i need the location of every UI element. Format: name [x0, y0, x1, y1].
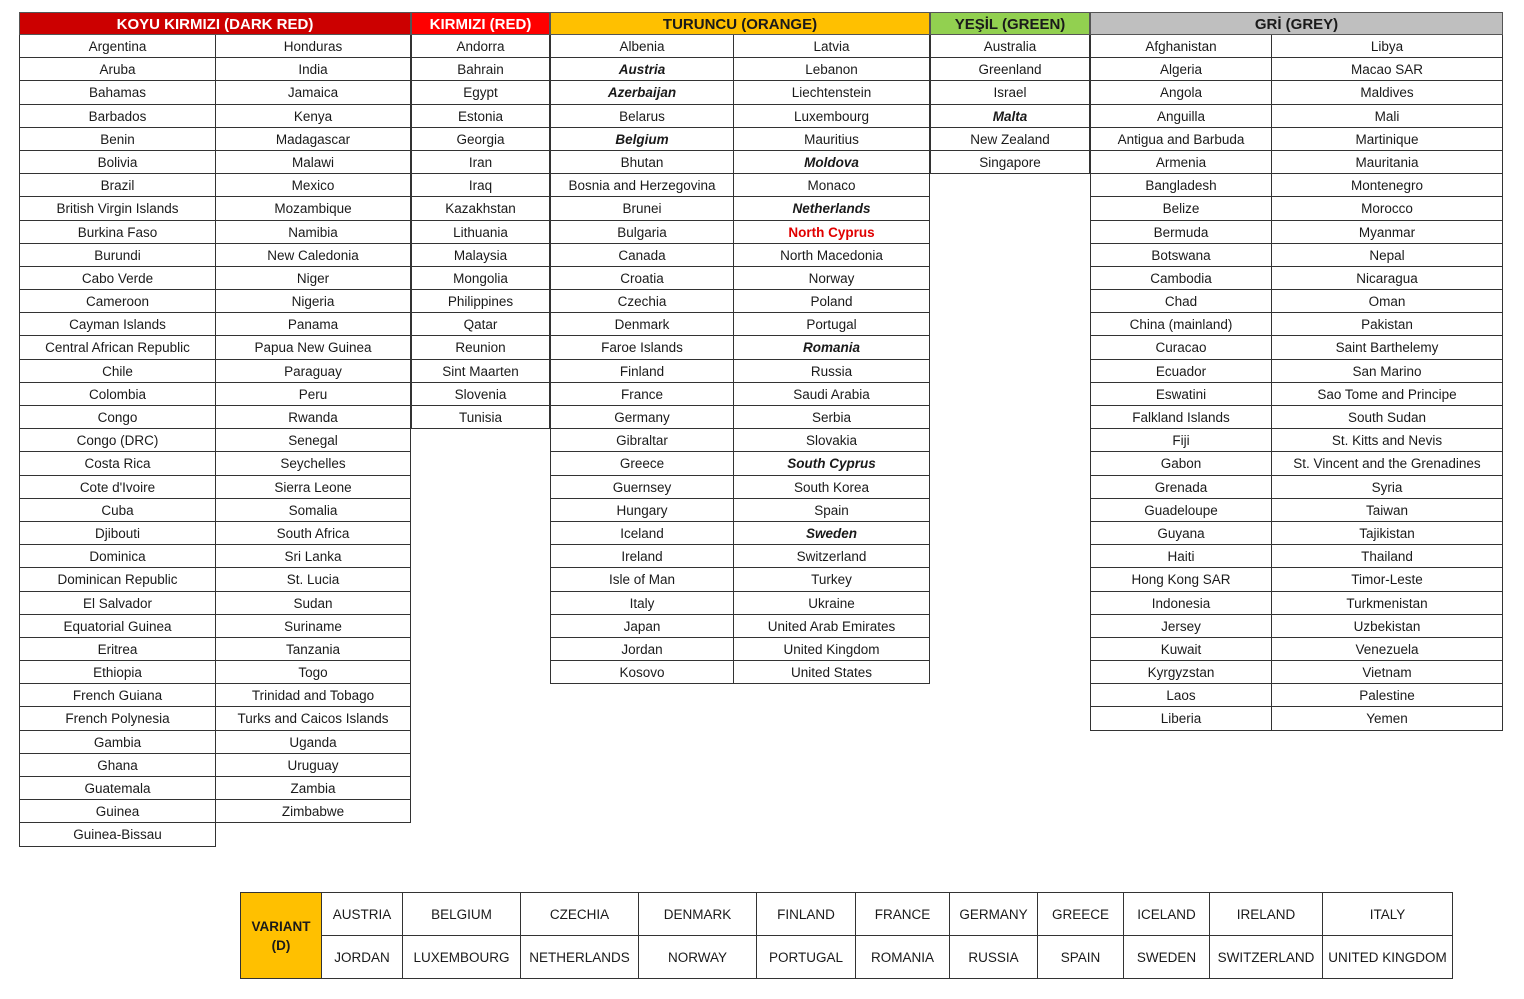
country-cell: Nicaragua: [1272, 267, 1503, 290]
country-cell: Syria: [1272, 476, 1503, 499]
country-cell: China (mainland): [1090, 313, 1272, 336]
country-cell: Papua New Guinea: [216, 336, 411, 359]
variant-label: VARIANT (D): [241, 893, 322, 979]
country-cell: Philippines: [411, 290, 550, 313]
country-cell: Uzbekistan: [1272, 615, 1503, 638]
country-cell: Guyana: [1090, 522, 1272, 545]
group-dark-red: [19, 12, 411, 847]
country-cell: Bolivia: [19, 151, 216, 174]
country-cell: Eritrea: [19, 638, 216, 661]
country-cell: Guinea-Bissau: [19, 823, 216, 846]
country-cell: Ireland: [550, 545, 734, 568]
country-cell: Liberia: [1090, 707, 1272, 730]
variant-country-cell: JORDAN: [322, 936, 403, 979]
country-cell: Belize: [1090, 197, 1272, 220]
country-cell: France: [550, 383, 734, 406]
country-cell: Qatar: [411, 313, 550, 336]
country-cell: Estonia: [411, 105, 550, 128]
country-cell: French Polynesia: [19, 707, 216, 730]
country-cell: Colombia: [19, 383, 216, 406]
country-cell: United States: [734, 661, 930, 684]
country-cell: Germany: [550, 406, 734, 429]
country-cell: Afghanistan: [1090, 35, 1272, 58]
country-cell: Andorra: [411, 35, 550, 58]
country-cell: Congo: [19, 406, 216, 429]
country-cell: Sierra Leone: [216, 476, 411, 499]
country-cell: Jersey: [1090, 615, 1272, 638]
country-cell: Bahamas: [19, 81, 216, 104]
country-cell: Argentina: [19, 35, 216, 58]
country-cell: Pakistan: [1272, 313, 1503, 336]
group-header: TURUNCU (ORANGE): [550, 12, 930, 35]
country-cell: New Zealand: [930, 128, 1090, 151]
group-column: [411, 35, 550, 429]
country-cell: Cabo Verde: [19, 267, 216, 290]
group-columns: [19, 35, 411, 847]
country-cell: Tunisia: [411, 406, 550, 429]
country-cell: Jordan: [550, 638, 734, 661]
country-cell: South Cyprus: [734, 452, 930, 475]
country-cell: Zambia: [216, 777, 411, 800]
variant-country-cell: ROMANIA: [856, 936, 950, 979]
country-cell: Albenia: [550, 35, 734, 58]
country-cell: Eswatini: [1090, 383, 1272, 406]
country-cell: Cuba: [19, 499, 216, 522]
group-column: [1090, 35, 1272, 731]
group-column: [19, 35, 216, 847]
country-cell: Gibraltar: [550, 429, 734, 452]
country-cell: South Africa: [216, 522, 411, 545]
variant-country-cell: ICELAND: [1124, 893, 1210, 936]
group-header: YEŞİL (GREEN): [930, 12, 1090, 35]
country-cell: Kuwait: [1090, 638, 1272, 661]
country-cell: Chile: [19, 360, 216, 383]
country-cell: Mali: [1272, 105, 1503, 128]
variant-country-cell: SPAIN: [1038, 936, 1124, 979]
country-cell: Niger: [216, 267, 411, 290]
country-cell: Gabon: [1090, 452, 1272, 475]
country-cell: Gambia: [19, 731, 216, 754]
country-cell: United Kingdom: [734, 638, 930, 661]
country-cell: Cayman Islands: [19, 313, 216, 336]
country-cell: Armenia: [1090, 151, 1272, 174]
variant-country-cell: DENMARK: [639, 893, 757, 936]
country-cell: Algeria: [1090, 58, 1272, 81]
variant-country-cell: FINLAND: [757, 893, 856, 936]
country-cell: Bermuda: [1090, 221, 1272, 244]
country-cell: Guinea: [19, 800, 216, 823]
country-cell: Mauritius: [734, 128, 930, 151]
variant-country-cell: ITALY: [1323, 893, 1453, 936]
country-cell: San Marino: [1272, 360, 1503, 383]
country-cell: Latvia: [734, 35, 930, 58]
country-cell: British Virgin Islands: [19, 197, 216, 220]
country-cell: Honduras: [216, 35, 411, 58]
country-cell: Hong Kong SAR: [1090, 568, 1272, 591]
country-cell: Taiwan: [1272, 499, 1503, 522]
country-cell: Isle of Man: [550, 568, 734, 591]
variant-country-cell: BELGIUM: [403, 893, 521, 936]
country-cell: Paraguay: [216, 360, 411, 383]
country-cell: Congo (DRC): [19, 429, 216, 452]
country-cell: Antigua and Barbuda: [1090, 128, 1272, 151]
country-cell: Bosnia and Herzegovina: [550, 174, 734, 197]
country-cell: Sudan: [216, 592, 411, 615]
country-cell: Namibia: [216, 221, 411, 244]
group-header: KIRMIZI (RED): [411, 12, 550, 35]
country-cell: Barbados: [19, 105, 216, 128]
country-cell: Equatorial Guinea: [19, 615, 216, 638]
country-cell: Nepal: [1272, 244, 1503, 267]
country-cell: Liechtenstein: [734, 81, 930, 104]
country-cell: Faroe Islands: [550, 336, 734, 359]
country-cell: Palestine: [1272, 684, 1503, 707]
country-cell: Guatemala: [19, 777, 216, 800]
country-cell: Malta: [930, 105, 1090, 128]
country-cell: Botswana: [1090, 244, 1272, 267]
country-cell: North Cyprus: [734, 221, 930, 244]
country-cell: Ecuador: [1090, 360, 1272, 383]
country-cell: Thailand: [1272, 545, 1503, 568]
country-cell: Nigeria: [216, 290, 411, 313]
country-cell: Croatia: [550, 267, 734, 290]
country-cell: Kosovo: [550, 661, 734, 684]
country-cell: Switzerland: [734, 545, 930, 568]
country-cell: Uganda: [216, 731, 411, 754]
country-cell: Venezuela: [1272, 638, 1503, 661]
country-cell: Iran: [411, 151, 550, 174]
country-cell: Burundi: [19, 244, 216, 267]
country-cell: Czechia: [550, 290, 734, 313]
country-cell: Serbia: [734, 406, 930, 429]
country-cell: Myanmar: [1272, 221, 1503, 244]
country-cell: Spain: [734, 499, 930, 522]
group-red: [411, 12, 550, 429]
variant-country-cell: PORTUGAL: [757, 936, 856, 979]
group-column: [734, 35, 930, 684]
country-cell: Austria: [550, 58, 734, 81]
country-cell: South Sudan: [1272, 406, 1503, 429]
country-cell: Mongolia: [411, 267, 550, 290]
country-cell: Indonesia: [1090, 592, 1272, 615]
country-cell: Laos: [1090, 684, 1272, 707]
group-column: [550, 35, 734, 684]
country-cell: Yemen: [1272, 707, 1503, 730]
country-cell: Fiji: [1090, 429, 1272, 452]
group-header: KOYU KIRMIZI (DARK RED): [19, 12, 411, 35]
group-column: [216, 35, 411, 847]
country-cell: Rwanda: [216, 406, 411, 429]
country-cell: Cote d'Ivoire: [19, 476, 216, 499]
variant-table: [240, 892, 1453, 979]
country-cell: Anguilla: [1090, 105, 1272, 128]
country-cell: Sri Lanka: [216, 545, 411, 568]
country-cell: Belgium: [550, 128, 734, 151]
country-cell: Peru: [216, 383, 411, 406]
country-cell: St. Lucia: [216, 568, 411, 591]
country-cell: United Arab Emirates: [734, 615, 930, 638]
country-cell: Trinidad and Tobago: [216, 684, 411, 707]
country-cell: Norway: [734, 267, 930, 290]
variant-country-cell: RUSSIA: [950, 936, 1038, 979]
country-cell: Kyrgyzstan: [1090, 661, 1272, 684]
country-cell: French Guiana: [19, 684, 216, 707]
country-cell: Central African Republic: [19, 336, 216, 359]
group-grey: [1090, 12, 1503, 731]
country-cell: Mauritania: [1272, 151, 1503, 174]
country-cell: Dominica: [19, 545, 216, 568]
country-cell: Costa Rica: [19, 452, 216, 475]
country-cell: Saint Barthelemy: [1272, 336, 1503, 359]
country-cell: Tajikistan: [1272, 522, 1503, 545]
country-cell: Uruguay: [216, 754, 411, 777]
country-cell: Italy: [550, 592, 734, 615]
country-cell: Vietnam: [1272, 661, 1503, 684]
variant-country-cell: SWITZERLAND: [1210, 936, 1323, 979]
country-cell: Mexico: [216, 174, 411, 197]
group-columns: [1090, 35, 1503, 731]
country-cell: Jamaica: [216, 81, 411, 104]
group-columns: [550, 35, 930, 684]
country-cell: Reunion: [411, 336, 550, 359]
country-cell: Grenada: [1090, 476, 1272, 499]
country-cell: Finland: [550, 360, 734, 383]
country-cell: Greece: [550, 452, 734, 475]
country-cell: Guadeloupe: [1090, 499, 1272, 522]
country-cell: Angola: [1090, 81, 1272, 104]
country-cell: Bulgaria: [550, 221, 734, 244]
country-cell: Montenegro: [1272, 174, 1503, 197]
country-cell: Iceland: [550, 522, 734, 545]
variant-country-cell: IRELAND: [1210, 893, 1323, 936]
variant-country-cell: GERMANY: [950, 893, 1038, 936]
country-cell: Monaco: [734, 174, 930, 197]
country-cell: Sint Maarten: [411, 360, 550, 383]
country-cell: St. Vincent and the Grenadines: [1272, 452, 1503, 475]
country-cell: Guernsey: [550, 476, 734, 499]
country-cell: Macao SAR: [1272, 58, 1503, 81]
country-cell: Falkland Islands: [1090, 406, 1272, 429]
country-cell: Singapore: [930, 151, 1090, 174]
country-cell: Lithuania: [411, 221, 550, 244]
country-cell: Malawi: [216, 151, 411, 174]
country-cell: El Salvador: [19, 592, 216, 615]
country-cell: Brazil: [19, 174, 216, 197]
country-cell: Australia: [930, 35, 1090, 58]
country-cell: Israel: [930, 81, 1090, 104]
country-cell: Ethiopia: [19, 661, 216, 684]
country-cell: Iraq: [411, 174, 550, 197]
country-cell: Tanzania: [216, 638, 411, 661]
country-cell: Chad: [1090, 290, 1272, 313]
group-green: [930, 12, 1090, 174]
country-cell: Somalia: [216, 499, 411, 522]
variant-country-cell: NETHERLANDS: [521, 936, 639, 979]
variant-country-cell: GREECE: [1038, 893, 1124, 936]
country-cell: Turkey: [734, 568, 930, 591]
group-column: [930, 35, 1090, 174]
country-cell: Zimbabwe: [216, 800, 411, 823]
country-cell: Belarus: [550, 105, 734, 128]
country-cell: Aruba: [19, 58, 216, 81]
country-cell: Luxembourg: [734, 105, 930, 128]
country-cell: Martinique: [1272, 128, 1503, 151]
country-cell: Japan: [550, 615, 734, 638]
country-cell: Kazakhstan: [411, 197, 550, 220]
country-cell: Oman: [1272, 290, 1503, 313]
country-cell: Canada: [550, 244, 734, 267]
country-cell: Portugal: [734, 313, 930, 336]
country-cell: India: [216, 58, 411, 81]
country-cell: Romania: [734, 336, 930, 359]
country-cell: Slovenia: [411, 383, 550, 406]
variant-country-cell: UNITED KINGDOM: [1323, 936, 1453, 979]
country-cell: Poland: [734, 290, 930, 313]
country-cell: Russia: [734, 360, 930, 383]
country-cell: South Korea: [734, 476, 930, 499]
country-cell: Lebanon: [734, 58, 930, 81]
country-cell: Mozambique: [216, 197, 411, 220]
country-cell: Ukraine: [734, 592, 930, 615]
country-cell: Sweden: [734, 522, 930, 545]
country-cell: Cameroon: [19, 290, 216, 313]
country-cell: Slovakia: [734, 429, 930, 452]
group-columns: [930, 35, 1090, 174]
country-cell: Netherlands: [734, 197, 930, 220]
variant-country-cell: FRANCE: [856, 893, 950, 936]
country-cell: Bahrain: [411, 58, 550, 81]
group-columns: [411, 35, 550, 429]
country-cell: North Macedonia: [734, 244, 930, 267]
country-cell: Bangladesh: [1090, 174, 1272, 197]
country-cell: Malaysia: [411, 244, 550, 267]
country-cell: Panama: [216, 313, 411, 336]
country-cell: Dominican Republic: [19, 568, 216, 591]
country-cell: Morocco: [1272, 197, 1503, 220]
country-cell: Hungary: [550, 499, 734, 522]
variant-country-cell: LUXEMBOURG: [403, 936, 521, 979]
country-cell: Suriname: [216, 615, 411, 638]
country-cell: Turks and Caicos Islands: [216, 707, 411, 730]
country-cell: Libya: [1272, 35, 1503, 58]
country-cell: Curacao: [1090, 336, 1272, 359]
country-cell: Cambodia: [1090, 267, 1272, 290]
country-cell: Ghana: [19, 754, 216, 777]
country-cell: Togo: [216, 661, 411, 684]
country-cell: Senegal: [216, 429, 411, 452]
country-cell: Turkmenistan: [1272, 592, 1503, 615]
country-cell: Denmark: [550, 313, 734, 336]
country-cell: Kenya: [216, 105, 411, 128]
group-column: [1272, 35, 1503, 731]
variant-country-cell: CZECHIA: [521, 893, 639, 936]
variant-country-cell: AUSTRIA: [322, 893, 403, 936]
group-header: GRİ (GREY): [1090, 12, 1503, 35]
group-orange: [550, 12, 930, 684]
country-cell: Bhutan: [550, 151, 734, 174]
country-cell: Brunei: [550, 197, 734, 220]
country-cell: Maldives: [1272, 81, 1503, 104]
country-cell: Djibouti: [19, 522, 216, 545]
variant-country-cell: NORWAY: [639, 936, 757, 979]
country-cell: Sao Tome and Principe: [1272, 383, 1503, 406]
country-cell: Greenland: [930, 58, 1090, 81]
country-cell: Burkina Faso: [19, 221, 216, 244]
country-cell: Madagascar: [216, 128, 411, 151]
country-cell: Haiti: [1090, 545, 1272, 568]
country-cell: Seychelles: [216, 452, 411, 475]
variant-country-cell: SWEDEN: [1124, 936, 1210, 979]
country-cell: Egypt: [411, 81, 550, 104]
country-cell: Saudi Arabia: [734, 383, 930, 406]
country-cell: St. Kitts and Nevis: [1272, 429, 1503, 452]
country-cell: New Caledonia: [216, 244, 411, 267]
country-cell: Georgia: [411, 128, 550, 151]
country-cell: Azerbaijan: [550, 81, 734, 104]
country-cell: Timor-Leste: [1272, 568, 1503, 591]
country-cell: Benin: [19, 128, 216, 151]
country-cell: Moldova: [734, 151, 930, 174]
